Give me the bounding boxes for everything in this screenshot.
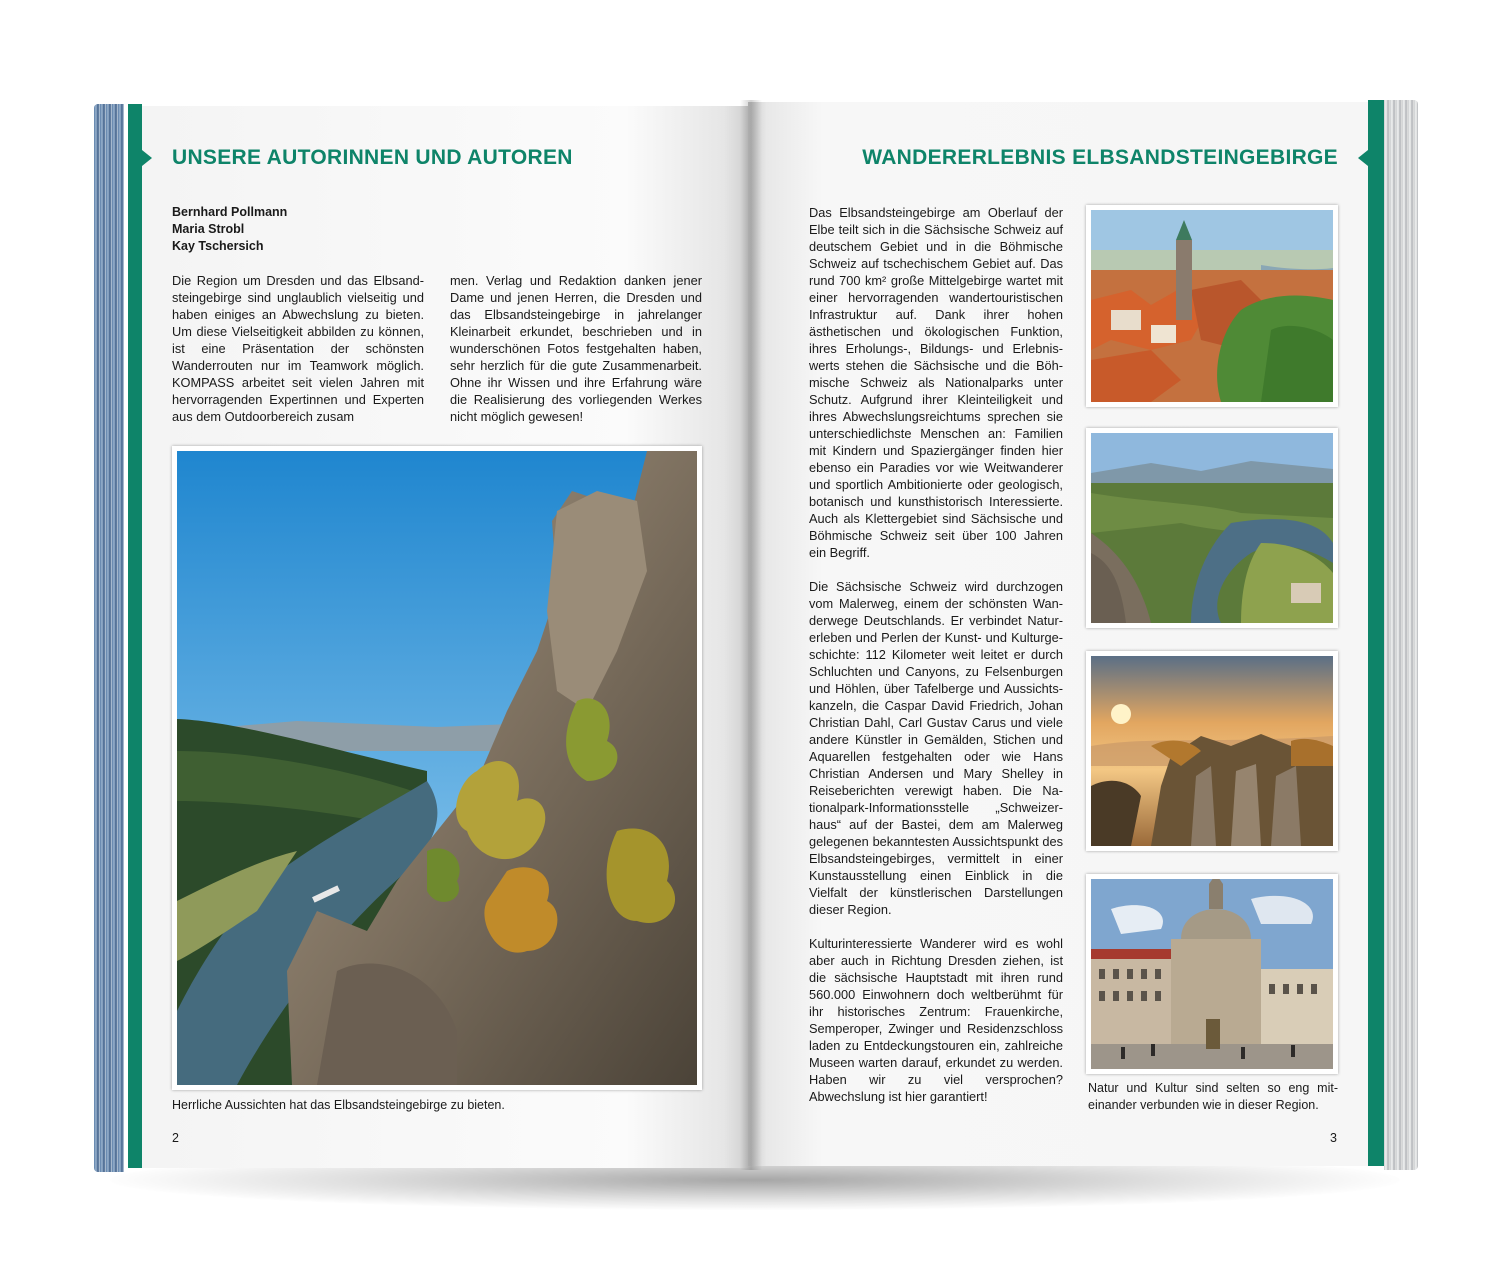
author-name: Kay Tschersich — [172, 239, 264, 253]
left-text-column-2 — [450, 272, 702, 425]
author-name: Bernhard Pollmann — [172, 205, 288, 219]
page-number-right: 3 — [1330, 1131, 1337, 1145]
body-paragraph: Die Sächsische Schweiz wird durchzogen vom Malerweg, einem der schönsten Wanderwege Deutschlands. Er verbindet Naturerleben und Perlen der Kunst- und Kulturgeschichte: 112 Kilometer weit leitet er durch Schluchten und Canyons, zu Felsenburgen und Höhlen, über Tafelberge und Aussichtskanzeln, die Caspar David Friedrich, Johan Christian Dahl, Carl Gustav Carus und viele andere Künstler in Gemälden, Stichen und Aquarellen festgehalten oder wie Hans Christian Andersen und Mary Shelley in Reiseberichten verewigt haben. Die Nationalpark-Informationsstelle „Schweizerhaus“ auf der Bastei, dem am Malerweg gelegenen bekanntesten Aussichtspunkt des Elbsandsteingebirges, vermittelt in einer Kunstausstellung einen Einblick in die Vielfalt der künstlerischen Darstellungen dieser Region. — [809, 579, 1063, 917]
photo-dresden-frauenkirche — [1086, 874, 1338, 1074]
accent-stripe-left — [128, 104, 142, 1168]
left-text-column-1 — [172, 272, 424, 425]
book-gutter-shadow — [740, 100, 762, 1170]
accent-stripe-right — [1368, 100, 1384, 1166]
photo-caption-left: Herrliche Aussichten hat das Elbsandsteingebirge zu bieten. — [172, 1098, 505, 1112]
heading-marker-left — [142, 150, 152, 166]
book-page-edges-right — [1384, 100, 1418, 1170]
heading-marker-right — [1358, 150, 1368, 166]
page-number-left: 2 — [172, 1131, 179, 1145]
body-text: Die Region um Dresden und das Elbsandsteingebirge sind unglaublich vielseitig und haben einiges an Abwechslung zu bieten. Um diese Vielseitigkeit abbilden zu können, ist eine Präsentation der schönsten Wanderrouten nur im Teamwork möglich. KOMPASS arbeitet seit vielen Jahren mit hervorragenden Expertinnen und Experten aus dem Outdoorbereich zusam — [172, 273, 424, 424]
photo-town-rooftops — [1086, 205, 1338, 407]
left-page-heading: UNSERE AUTORINNEN UND AUTOREN — [172, 146, 573, 169]
right-text-column — [809, 204, 1063, 1122]
body-paragraph: Kulturinteressierte Wanderer wird es wohl aber auch in Richtung Dresden ziehen, ist die sächsische Hauptstadt mit ihren rund 560.000 Einwohnern doch weltberühmt für ihr historisches Zentrum: Frauenkirche, Semperoper, Zwinger und Residenzschloss laden zu Entdeckungstouren ein, zahlreiche Museen warten darauf, erkundet zu werden. Haben wir zu viel versprochen? Abwechslung ist hier garantiert! — [809, 936, 1063, 1104]
photo-bastei-cliffs — [172, 446, 702, 1090]
photo-elbe-river-valley — [1086, 428, 1338, 628]
body-text: men. Verlag und Redaktion danken jener Dame und jenen Herren, die Dresden und das Elbsandsteingebirge in jahrelanger Kleinarbeit erkundet, beschrieben und in wunderschönen Fotos festgehalten haben, sehr herzlich für die gute Zusammenarbeit. Ohne ihr Wissen und ihre Erfahrung wäre die Realisierung des vorliegenden Werkes nicht möglich gewesen! — [450, 273, 702, 424]
author-list — [172, 204, 287, 255]
photo-sunset-rock-formations — [1086, 651, 1338, 851]
body-paragraph: Das Elbsandsteingebirge am Oberlauf der Elbe teilt sich in die Sächsische Schweiz auf deutschem Gebiet und in die Böhmische Schweiz auf tschechischem Gebiet auf. Das rund 700 km² große Mittelgebirge wartet mit einer hervorragenden wandertouristischen Infrastruktur auf. Dank ihrer hohen ästhetischen und ökologischen Funktion, ihres Erholungs-, Bildungs- und Erlebniswerts stehen die Sächsische und die Böhmische Schweiz als Nationalparks unter Schutz. Aufgrund ihrer Kleinteiligkeit und ihres Abwechslungsreichtums sprechen sie unterschiedlichste Menschen an: Familien mit Kindern und Spaziergänger finden hier ebenso ein Paradies vor wie Weitwanderer und sportlich Ambitionierte oder geologisch, botanisch und kunsthistorisch Interessierte. Auch als Klettergebiet sind Sächsische und Böhmische Schweiz seit über 100 Jahren ein Begriff. — [809, 205, 1063, 560]
book-page-edges-left — [94, 104, 124, 1172]
photo-caption-right: Natur und Kultur sind selten so eng miteinander verbunden wie in dieser Region. — [1088, 1081, 1338, 1112]
author-name: Maria Strobl — [172, 222, 245, 236]
right-page-heading: WANDERERLEBNIS ELBSANDSTEINGEBIRGE — [862, 146, 1338, 169]
